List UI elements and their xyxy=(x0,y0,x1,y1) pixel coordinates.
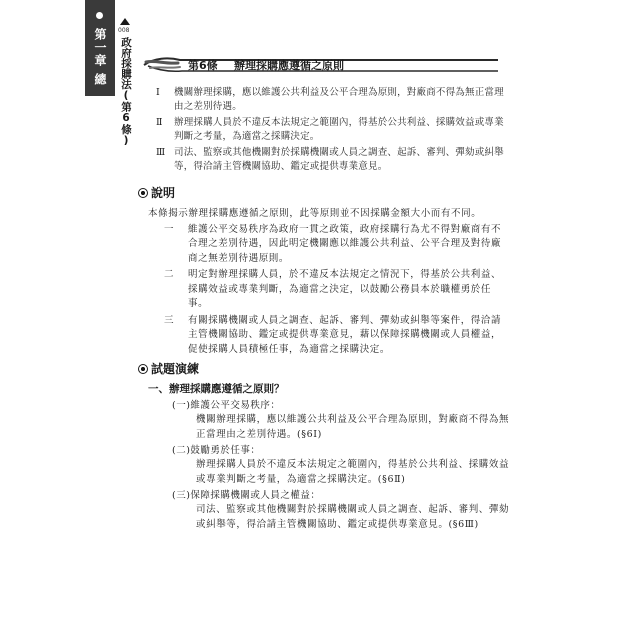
answer-label-2: (二)鼓勵勇於任事： xyxy=(172,445,261,456)
page-number: 008 xyxy=(118,27,130,34)
chapter-label xyxy=(63,28,115,96)
triangle-marker-icon xyxy=(120,18,130,25)
clause-number: Ⅰ xyxy=(156,87,160,98)
explanation-item-2 xyxy=(148,268,510,312)
clause-2 xyxy=(156,116,507,144)
exam-practice xyxy=(148,381,510,534)
chapter-number: 第一章 xyxy=(93,28,107,67)
exam-heading xyxy=(138,360,199,377)
explanation-body xyxy=(148,207,510,359)
clause-number: Ⅲ xyxy=(156,147,166,158)
item-text: 有關採購機關或人員之調查、起訴、審判、彈劾或糾舉等案件，得洽請主管機關協助、鑑定或提供專業意見，藉以保障採購機關或人員權益，促使採購人員積極任事，為適當之採購決定。 xyxy=(188,314,502,355)
chapter-title: 總則 xyxy=(63,28,107,86)
statute-clauses xyxy=(156,86,507,176)
bullet-circle-icon xyxy=(138,188,148,198)
answer-body-2: 辦理採購人員於不違反本法規定之範圍內，得基於公共利益、採購效益或專業判斷之考量，為適當之採購決定。(§6Ⅱ) xyxy=(196,459,510,485)
exam-question: 一、辦理採購應遵循之原則？ xyxy=(148,383,285,395)
chapter-dot-icon xyxy=(96,12,103,19)
exam-heading-text: 試題演練 xyxy=(151,362,200,376)
item-number: 二 xyxy=(164,269,175,280)
explanation-heading xyxy=(138,184,175,201)
clause-text: 機關辦理採購，應以維護公共利益及公平合理為原則，對廠商不得為無正當理由之差別待遇。 xyxy=(174,87,504,112)
clause-text: 司法、監察或其他機關對於採購機關或人員之調查、起訴、審判、彈劾或糾舉等，得洽請主管機關協助、鑑定或提供專業意見。 xyxy=(174,147,504,172)
explanation-intro: 本條揭示辦理採購應遵循之原則，此等原則並不因採購金額大小而有不同。 xyxy=(148,208,482,219)
clause-text: 辦理採購人員於不違反本法規定之範圍內，得基於公共利益、採購效益或專業判斷之考量，為適當之採購決定。 xyxy=(174,117,504,142)
item-number: 一 xyxy=(164,223,175,235)
clause-3 xyxy=(156,146,507,174)
answer-label-1: (一)維護公平交易秩序： xyxy=(172,400,281,411)
answer-body-3: 司法、監察或其他機關對於採購機關或人員之調查、起訴、審判、彈劾或糾舉等，得洽請主管機關協助、鑑定或提供專業意見。(§6Ⅲ) xyxy=(196,504,510,530)
article-title: 辦理採購應遵循之原則 xyxy=(234,59,344,72)
clause-1 xyxy=(156,86,507,114)
item-text: 明定對辦理採購人員，於不違反本法規定之情況下，得基於公共利益、採購效益或專業判斷，為適當之決定，以鼓勵公務員本於職權勇於任事。 xyxy=(188,269,502,309)
item-text: 維護公平交易秩序為政府一貫之政策，政府採購行為尤不得對廠商有不合理之差別待遇，因此明定機關應以維護公共利益、公平合理及對待廠商之無差別待遇原則。 xyxy=(188,223,502,264)
article-number: 第6條 xyxy=(188,59,218,72)
answer-label-3: (三)保障採購機關或人員之權益： xyxy=(172,490,321,501)
bullet-circle-icon xyxy=(138,364,148,374)
clause-number: Ⅱ xyxy=(156,117,163,128)
running-title: 政府採購法(第6條) xyxy=(120,37,132,147)
explanation-item-1 xyxy=(148,223,510,267)
explanation-heading-text: 說明 xyxy=(151,186,176,200)
item-number: 三 xyxy=(164,314,175,326)
chapter-tab xyxy=(63,0,115,96)
answer-body-1: 機關辦理採購，應以維護公共利益及公平合理為原則，對廠商不得為無正當理由之差別待遇。(§6Ⅰ) xyxy=(196,414,510,440)
explanation-item-3 xyxy=(148,314,510,358)
article-banner xyxy=(142,54,502,76)
